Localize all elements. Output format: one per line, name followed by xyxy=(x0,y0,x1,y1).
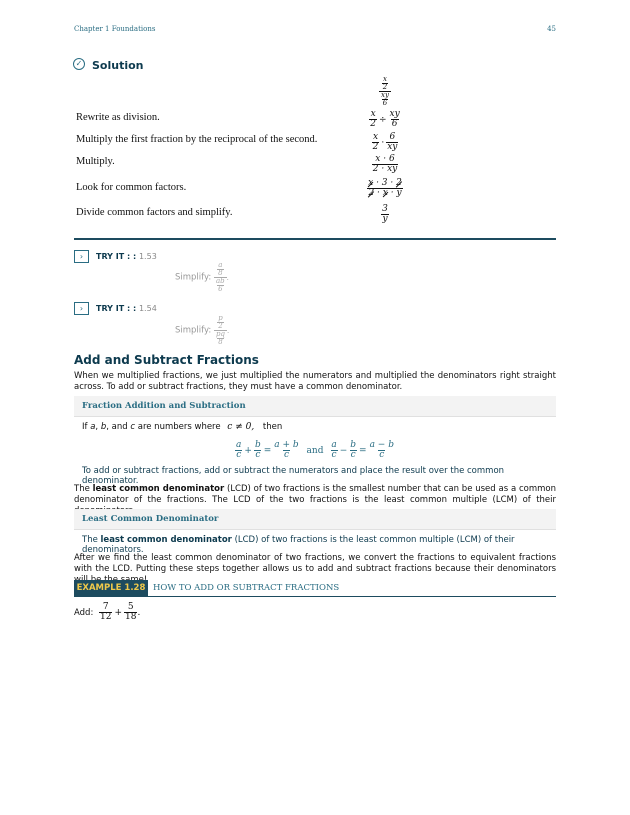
box-title: Fraction Addition and Subtraction xyxy=(74,396,556,417)
step-1-math: $\frac{x}{2}$ ÷ $\frac{xy}{6}$ xyxy=(370,109,400,129)
try-it-label: TRY IT : : 1.53 xyxy=(96,252,157,261)
complex-fraction: $\frac{\frac{x}{2}}{\frac{xy}{6}}$ xyxy=(381,75,389,107)
box-note: To add or subtract fractions, add or subtract the numerators and place the result over the common denominator. xyxy=(82,466,505,486)
check-circle-icon: ✓ xyxy=(73,58,85,70)
box-definition: The least common denominator (LCD) of two fractions is the least common multiple (LCM) of their denominators. xyxy=(74,530,556,549)
addition-formula: $\frac{a}{c}$ + $\frac{b}{c}$ = $\frac{a + b}{c}$ and $\frac{a}{c}$ − $\frac{b}{c}$ = $\frac{a - b}{c}$ xyxy=(236,440,394,460)
box-condition: If a, b, and c are numbers where c ≠ 0, then xyxy=(82,422,283,432)
example-problem: Add: $\frac{7}{12}$ + $\frac{5}{18}$ . xyxy=(74,602,141,622)
step-4-math: $\frac{x \cdot 3 \cdot 2}{2 \cdot x \cdot y}$ xyxy=(368,178,402,198)
example-badge: EXAMPLE 1.28 xyxy=(74,580,148,596)
example-title: HOW TO ADD OR SUBTRACT FRACTIONS xyxy=(153,583,340,593)
chevron-right-icon[interactable]: › xyxy=(74,302,89,315)
chapter-title: Chapter 1 Foundations xyxy=(74,25,156,33)
step-2-math: $\frac{x}{2}$ · $\frac{6}{xy}$ xyxy=(372,132,398,152)
step-3-text: Multiply. xyxy=(76,156,115,167)
box-title: Least Common Denominator xyxy=(74,509,556,530)
page-number: 45 xyxy=(547,25,556,33)
fraction-addition-box xyxy=(74,396,556,486)
try-it-label: TRY IT : : 1.54 xyxy=(96,304,157,313)
try-it-prompt: Simplify: $\frac{\frac{a}{8}}{\frac{ab}{6}}$ . xyxy=(175,261,229,293)
step-4-text: Look for common factors. xyxy=(76,182,187,193)
step-5-text: Divide common factors and simplify. xyxy=(76,207,233,218)
step-5-math: $\frac{3}{y}$ xyxy=(382,204,388,224)
after-paragraph: After we find the least common denominator of two fractions, we convert the fractions to equivalent fractions with the LCD. Putting these steps together allows us to add and subtract fractions because their denominators xyxy=(74,553,556,574)
step-3-math: $\frac{x \cdot 6}{2 \cdot xy}$ xyxy=(372,154,398,174)
lcd-definition-box xyxy=(74,509,556,555)
lcd-paragraph: The least common denominator (LCD) of two fractions is the smallest number that can be used as a common denominator of the fractions. The LCD of the two fractions is the least common multiple (LCM) of their xyxy=(74,484,556,505)
step-2-text: Multiply the first fraction by the reciprocal of the second. xyxy=(76,134,318,145)
step-1-text: Rewrite as division. xyxy=(76,112,160,123)
solution-title: Solution xyxy=(92,59,144,72)
chevron-right-icon[interactable]: › xyxy=(74,250,89,263)
example-divider xyxy=(74,596,556,597)
running-header xyxy=(74,25,556,37)
section-title: Add and Subtract Fractions xyxy=(74,353,259,367)
section-intro: When we multiplied fractions, we just multiplied the numerators and multiplied the denominators right straight across. To add or subtract fractions, they must have a common denominator. xyxy=(74,371,556,392)
try-it-prompt: Simplify: $\frac{\frac{p}{2}}{\frac{pq}{8}}$ . xyxy=(175,314,230,346)
solution-divider xyxy=(74,238,556,240)
